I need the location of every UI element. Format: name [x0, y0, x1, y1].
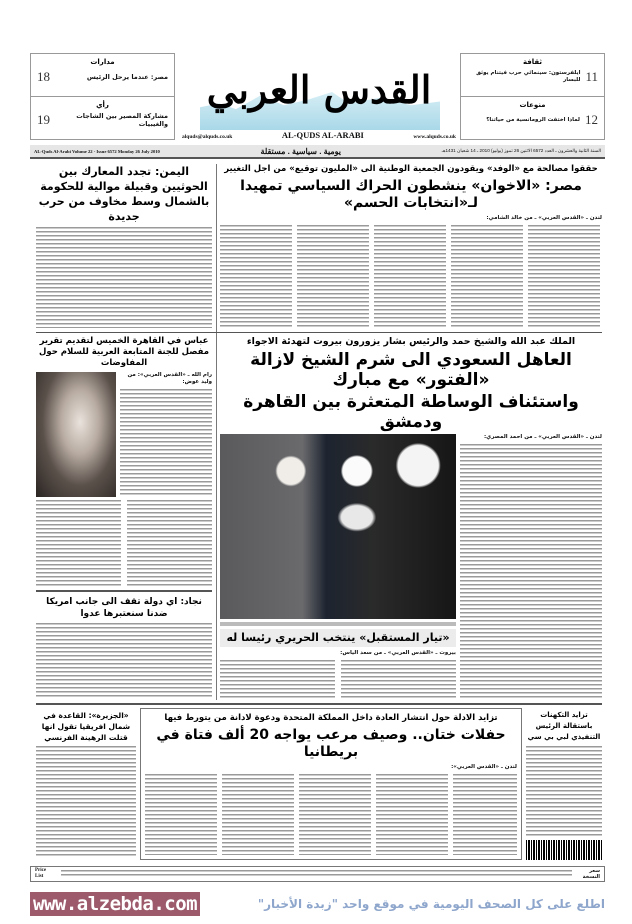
saudi-story	[220, 336, 602, 700]
teaser-page: 19	[37, 112, 50, 127]
teaser-page: 12	[585, 112, 598, 127]
date-bar	[30, 145, 605, 159]
teaser-section: رأي	[96, 101, 109, 109]
teaser-title: ايلفرستون: سينمائي حرب فيتنام يوثق للبسار	[476, 70, 581, 83]
jazeera-headline[interactable]: «الجزيرة»: القاعدة في شمال افريقيا تقول انها قتلت الرهينة الفرنسي	[41, 711, 131, 742]
saudi-headline-1[interactable]: العاهل السعودي الى شرم الشيخ لازالة «الفتور» مع مبارك	[250, 350, 572, 390]
teaser-title: مصر: عندما يرحل الرئيس	[86, 73, 168, 81]
teaser-section: ثقافة	[522, 58, 543, 66]
teaser-title: مشاركة المصير بين الشاجات والغيبيات	[76, 112, 168, 128]
teaser-box-right	[460, 53, 605, 140]
saudi-body	[460, 444, 602, 700]
banner	[30, 886, 605, 922]
hariri-byline: بيروت ـ «القدس العربي» ـ من سعد الياس:	[340, 650, 456, 656]
section-divider	[36, 332, 602, 333]
date-english: AL-Quds Al-Arabi Volume 22 - Issue 6572 Monday 26 July 2010	[34, 148, 160, 154]
price-list-bar	[30, 866, 605, 882]
bbc-headline[interactable]: تزايد التكهنات باستقالة الرئيس التنفيذي لبي بي سي	[527, 711, 601, 741]
saudi-lower	[220, 434, 602, 700]
saudi-headline-2[interactable]: واستئناف الوساطة المتعثرة بين القاهرة ودمشق	[243, 392, 579, 432]
najad-headline[interactable]: نجاد: اي دولة تقف الى جانب امريكا ضدنا سنعتبرها عدوا	[46, 597, 202, 619]
teaser-item[interactable]	[31, 112, 174, 128]
fgm-byline: لندن ـ «القدس العربي»:	[451, 764, 517, 770]
section-divider	[36, 703, 602, 705]
date-arabic: السنة الثانية والعشرون ـ العدد 6572 الاثنين 26 تموز (يوليو) 2010 ـ 14 شعبان 1431هـ	[441, 148, 601, 153]
section-divider	[36, 590, 212, 592]
teaser-item[interactable]	[461, 112, 604, 128]
masthead-sub-row	[182, 130, 456, 140]
egypt-headline[interactable]: مصر: «الاخوان» ينشطون الحراك السياسي تمهيدا لـ«انتخابات الحسم»	[240, 178, 582, 211]
yemen-body	[36, 227, 212, 328]
masthead-website[interactable]: www.alquds.co.uk	[413, 134, 456, 140]
bbc-story	[526, 710, 602, 860]
abbas-body-cont	[36, 500, 212, 586]
saudi-text-column	[460, 434, 602, 700]
banner-text[interactable]: اطلع على كل الصحف اليومية في موقع واحد "زبدة الأخبار"	[257, 896, 605, 911]
banner-url[interactable]: www.alzebda.com	[30, 892, 200, 916]
egypt-body	[220, 225, 602, 328]
masthead-email[interactable]: alquds@alquds.co.uk	[182, 134, 233, 140]
egypt-kicker[interactable]: حققوا مصالحة مع «الوفد» ويقودون الجمعية الوطنية الى «المليون توقيع» من اجل التغيير	[224, 164, 598, 174]
fgm-box	[140, 708, 522, 860]
abbas-byline: رام الله ـ «القدس العربي»: من وليد عوض:	[127, 372, 212, 385]
yemen-story	[36, 164, 212, 328]
teaser-box-left	[30, 53, 175, 140]
saudi-byline: لندن ـ «القدس العربي» ـ من احمد المصري:	[483, 434, 602, 440]
najad-body	[36, 623, 212, 699]
egypt-byline: لندن ـ «القدس العربي» ـ من خالد الشامي:	[486, 215, 602, 221]
abbas-story	[36, 336, 212, 586]
teaser-page: 11	[585, 69, 598, 84]
slogan: يومية . سياسية . مستقلة	[260, 146, 342, 156]
barcode	[526, 840, 602, 860]
price-list-values	[61, 870, 572, 878]
teaser-section: مدارات	[90, 58, 115, 66]
najad-story	[36, 596, 212, 699]
summit-photo	[220, 434, 456, 619]
teaser-title: لماذا اختفت الرومانسية من حياتنا؟	[486, 116, 580, 123]
price-list-label-ar: سعر النسخة	[582, 868, 600, 880]
teaser-item[interactable]	[461, 69, 604, 85]
abbas-photo	[36, 372, 116, 497]
teaser-item[interactable]	[31, 69, 174, 85]
abbas-headline[interactable]: عباس في القاهرة الخميس لتقديم تقرير مفصل للجنة المتابعة العربية للسلام حول المفاوضات	[39, 336, 209, 368]
hariri-headline[interactable]: «تيار المستقبل» ينتخب الحريري رئيسا له	[220, 629, 456, 647]
abbas-photo-row	[36, 372, 212, 497]
yemen-headline[interactable]: اليمن: تجدد المعارك بين الحوثيين وقبيلة موالية للحكومة بالشمال وسط مخاوف من حرب جديدة	[38, 165, 210, 223]
bbc-body	[526, 746, 602, 837]
jazeera-body	[36, 746, 136, 858]
abbas-body	[120, 389, 212, 497]
fgm-body	[145, 774, 517, 855]
teaser-page: 18	[37, 69, 50, 84]
masthead-logo: القدس العربي	[206, 67, 432, 112]
photo-and-hariri	[220, 434, 456, 700]
fgm-headline[interactable]: حفلات ختان.. وصيف مرعب يواجه 20 ألف فتاة في بريطانيا	[156, 727, 506, 760]
price-list-label: Price List	[35, 868, 47, 879]
teaser-section: منوعات	[519, 101, 546, 109]
fgm-kicker[interactable]: تزايد الادلة حول انتشار العادة داخل المملكة المتحدة ودعوة لادانة من يتورط فيها	[164, 713, 498, 723]
abbas-side	[120, 372, 212, 497]
photo-caption	[220, 622, 456, 626]
egypt-story	[220, 164, 602, 328]
column-divider	[216, 164, 217, 700]
hariri-body	[220, 660, 456, 700]
masthead-latin-logo: AL-QUDS AL-ARABI	[281, 130, 364, 140]
jazeera-story	[36, 710, 136, 858]
saudi-kicker[interactable]: الملك عبد الله والشيخ حمد والرئيس بشار يزورون بيروت لتهدئة الاجواء	[246, 336, 576, 347]
